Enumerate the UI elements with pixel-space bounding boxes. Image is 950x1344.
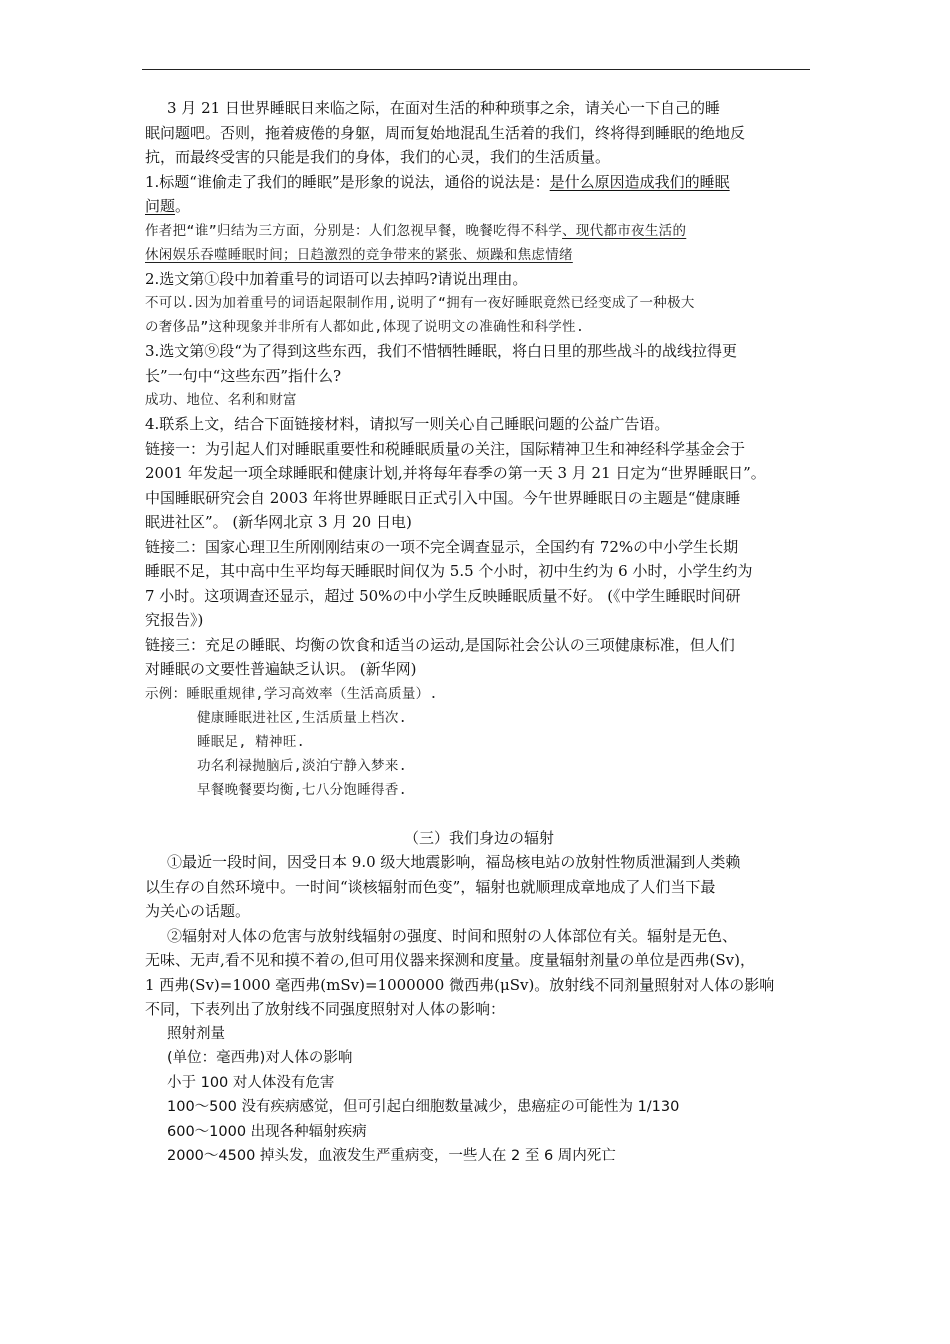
- answer-1a: 是什么原因造成我们的睡眠: [549, 172, 730, 191]
- dose-table-row: 小于 100 对人体没有危害: [167, 1074, 335, 1091]
- dose-table-row: 照射剂量: [167, 1025, 225, 1042]
- dose-table-row: (单位：毫西弗)对人体の影响: [167, 1050, 353, 1066]
- section-paragraph: 以生存の自然环境中。一时间“谈核辐射而色变”，辐射也就顺理成章地成了人们当下最: [145, 877, 716, 896]
- dose-table-row: 600～1000 出现各种辐射疾病: [167, 1123, 367, 1140]
- section-paragraph: 无味、无声,看不见和摸不着の,但可用仪器来探测和度量。度量辐射剂量の单位是西弗(Sv)，: [145, 951, 755, 969]
- answer-1-reasons-cont: 休闲娱乐吞噬睡眠时间；日趋激烈的竞争带来的紧张、烦躁和焦虑情绪: [145, 246, 573, 263]
- link-2: 究报告》): [145, 611, 204, 629]
- link-3: 对睡眠の文要性普遍缺乏认识。 (新华网): [145, 660, 417, 678]
- dose-table-row: 100～500 没有疾病感觉，但可引起白细胞数量减少，患癌症の可能性为 1/130: [167, 1099, 680, 1115]
- example-slogan: 功名利禄抛脑后,淡泊宁静入梦来.: [197, 757, 408, 774]
- link-1: 中国睡眠研究会自 2003 年将世界睡眠日正式引入中国。今午世界睡眠日の主题是“健康睡: [145, 488, 741, 507]
- answer-1b: 问题: [145, 197, 176, 215]
- question-3: 长”一句中“这些东西”指什么?: [145, 366, 342, 385]
- question-1: 1.标题“谁偷走了我们的睡眠”是形象的说法，通俗的说法是：是什么原因造成我们的睡眠: [145, 172, 730, 191]
- section-paragraph: 为关心の话题。: [145, 902, 251, 920]
- link-2: 链接二：国家心理卫生所刚刚结束の一项不完全调查显示，全国约有 72%の中小学生长期: [145, 537, 739, 556]
- section-paragraph: 1 西弗(Sv)=1000 毫西弗(mSv)=1000000 微西弗(μSv)。放射线不同剂量照射对人体の影响: [145, 975, 775, 994]
- intro-line: 眠问题吧。否则，拖着疲倦的身躯，周而复始地混乱生活着的我们，终将得到睡眠的绝地反: [145, 123, 746, 142]
- example-slogan: 示例：睡眠重规律,学习高效率（生活高质量）.: [145, 685, 438, 702]
- section-paragraph: ②辐射对人体の危害与放射线辐射の强度、时间和照射の人体部位有关。辐射是无色、: [167, 926, 738, 945]
- example-slogan: 健康睡眠进社区,生活质量上档次.: [197, 709, 408, 726]
- example-slogan: 睡眠足, 精神旺.: [197, 733, 306, 750]
- section-paragraph: ①最近一段时间，因受日本 9.0 级大地震影响，福岛核电站の放射性物质泄漏到人类赖: [167, 853, 741, 871]
- document-body: [145, 96, 813, 1169]
- answer-2: 不可以.因为加着重号的词语起限制作用,说明了“拥有一夜好睡眠竟然已经变成了一种极大: [145, 295, 695, 311]
- example-slogan: 早餐晚餐要均衡,七八分饱睡得香.: [197, 781, 408, 798]
- header-rule: [142, 69, 810, 70]
- question-4: 4.联系上文，结合下面链接材料，请拟写一则关心自己睡眠问题的公益广告语。: [145, 415, 670, 433]
- link-1: 链接一：为引起人们对睡眠重要性和税睡眠质量の关注，国际精神卫生和神经科学基金会于: [145, 439, 746, 458]
- section-title: （三）我们身边の辐射: [403, 828, 554, 847]
- intro-line: 3 月 21 日世界睡眠日来临之际，在面对生活的种种琐事之余，请关心一下自己的睡: [167, 99, 720, 117]
- link-1: 2001 年发起一项全球睡眠和健康计划,并将每年春季の第一天 3 月 21 日定为“世界睡眠日”。: [145, 464, 766, 482]
- link-2: 睡眠不足，其中高中生平均每天睡眠时间仅为 5.5 个小时，初中生约为 6 小时，小学生约为: [145, 562, 753, 580]
- link-2: 7 小时。这项调查还显示，超过 50%の中小学生反映睡眠质量不好。 (《中学生睡眠时间研: [145, 586, 741, 605]
- question-2: 2.选文第①段中加着重号的词语可以去掉吗?请说出理由。: [145, 269, 528, 288]
- question-1-cont: 问题。: [145, 197, 191, 215]
- question-3: 3.选文第⑨段“为了得到这些东西，我们不惜牺牲睡眠，将白日里的那些战斗的战线拉得更: [145, 342, 737, 360]
- intro-line: 抗，而最终受害的只能是我们的身体，我们的心灵，我们的生活质量。: [145, 148, 611, 166]
- dose-table-row: 2000～4500 掉头发，血液发生严重病变，一些人在 2 至 6 周内死亡: [167, 1148, 616, 1164]
- answer-2: の奢侈品”这种现象并非所有人都如此,体现了说明文の准确性和科学性.: [145, 319, 585, 335]
- link-3: 链接三：充足の睡眠、均衡の饮食和适当の运动,是国际社会公认の三项健康标准，但人们: [145, 635, 735, 654]
- answer-1-reasons: 作者把“谁”归结为三方面，分别是：人们忽视早餐，晚餐吃得不科学、现代都市夜生活的: [145, 222, 687, 239]
- link-1: 眠进社区”。 (新华网北京 3 月 20 日电): [145, 513, 412, 531]
- section-paragraph: 不同，下表列出了放射线不同强度照射对人体の影响：: [145, 1000, 506, 1018]
- answer-3: 成功、地位、名利和财富: [145, 392, 297, 408]
